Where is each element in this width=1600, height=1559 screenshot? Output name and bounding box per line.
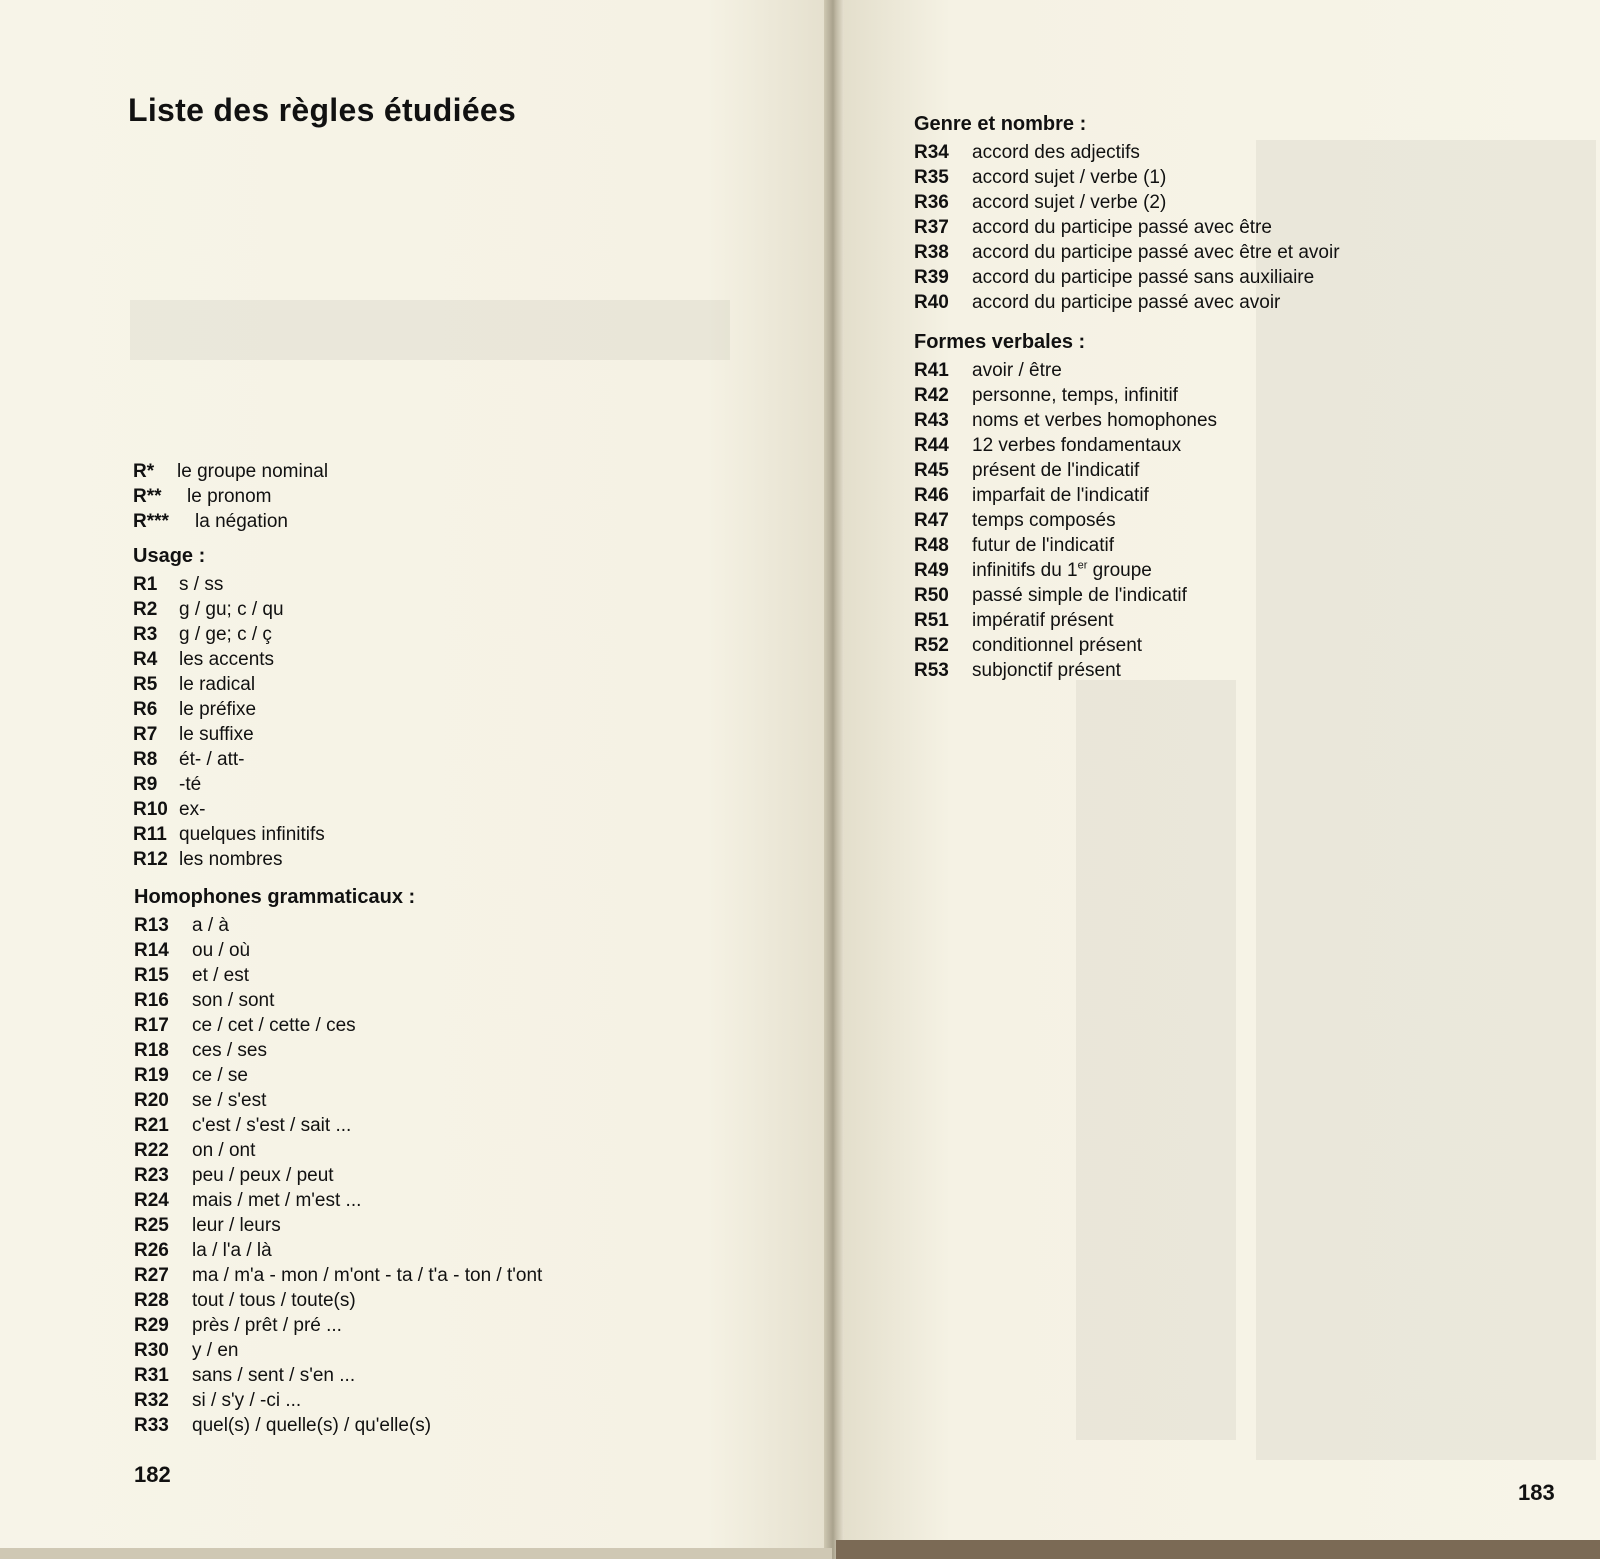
rule-label-text: g / ge; c / ç xyxy=(179,624,272,645)
genre-nombre-section xyxy=(914,104,1340,315)
rule-row xyxy=(914,165,1340,190)
rule-code: R3 xyxy=(133,624,158,645)
formes-verbales-heading: Formes verbales : xyxy=(914,331,1086,353)
rule-label-text: mais / met / m'est ... xyxy=(192,1190,362,1211)
rule-label-text: conditionnel présent xyxy=(972,635,1143,656)
rule-code: R31 xyxy=(134,1365,169,1386)
rule-code: R36 xyxy=(914,192,949,213)
rule-code: R16 xyxy=(134,990,169,1011)
rule-label-text: ce / cet / cette / ces xyxy=(192,1015,356,1036)
rule-code: R50 xyxy=(914,585,949,606)
rule-label-text: et / est xyxy=(192,965,250,986)
rule-label xyxy=(192,1413,431,1438)
rule-label xyxy=(972,583,1187,608)
rule-code: R10 xyxy=(133,799,168,820)
rule-code: R12 xyxy=(133,849,168,870)
rule-label-suffix: groupe xyxy=(1087,560,1152,581)
rule-row xyxy=(133,797,325,822)
show-through-band xyxy=(1256,140,1596,1460)
rule-row xyxy=(134,1088,542,1113)
rule-label xyxy=(192,1263,542,1288)
rule-label xyxy=(972,140,1140,165)
rule-label xyxy=(179,622,272,647)
rule-row xyxy=(133,484,328,509)
rule-label xyxy=(972,533,1114,558)
rule-row xyxy=(133,459,328,484)
rule-row xyxy=(134,1238,542,1263)
rule-code: R42 xyxy=(914,385,949,406)
rule-label xyxy=(192,1313,342,1338)
rule-row xyxy=(133,672,325,697)
rule-code: R23 xyxy=(134,1165,169,1186)
rule-row xyxy=(134,913,542,938)
rule-label-text: le radical xyxy=(179,674,256,695)
rule-code: R*** xyxy=(133,511,169,532)
rule-row xyxy=(914,533,1217,558)
rule-label xyxy=(177,459,328,484)
rule-code: R43 xyxy=(914,410,949,431)
rule-code: R33 xyxy=(134,1415,169,1436)
rule-label xyxy=(192,1363,355,1388)
rule-label xyxy=(972,508,1116,533)
rule-label-text: les nombres xyxy=(179,849,283,870)
rule-code: R44 xyxy=(914,435,949,456)
rule-label-text: on / ont xyxy=(192,1140,256,1161)
rule-label-text: ce / se xyxy=(192,1065,248,1086)
formes-verbales-rules-list xyxy=(914,358,1217,683)
show-through-band xyxy=(1076,680,1236,1440)
rule-code: R46 xyxy=(914,485,949,506)
rule-row xyxy=(914,240,1340,265)
rule-label-text: accord du participe passé avec être xyxy=(972,217,1272,238)
rule-label-text: sans / sent / s'en ... xyxy=(192,1365,356,1386)
rule-code: R38 xyxy=(914,242,949,263)
rule-label-text: accord sujet / verbe (1) xyxy=(972,167,1167,188)
rule-label xyxy=(972,608,1114,633)
rule-label-text: la / l'a / là xyxy=(192,1240,272,1261)
rule-label xyxy=(972,165,1166,190)
rule-label-text: accord des adjectifs xyxy=(972,142,1140,163)
rule-label-text: accord du participe passé avec être et avoir xyxy=(972,242,1340,263)
rule-code: R30 xyxy=(134,1340,169,1361)
rule-label-text: tout / tous / toute(s) xyxy=(192,1290,356,1311)
rule-row xyxy=(134,1388,542,1413)
rule-label xyxy=(179,822,325,847)
rule-label xyxy=(195,509,288,534)
rule-label-text: 12 verbes fondamentaux xyxy=(972,435,1182,456)
rule-row xyxy=(134,963,542,988)
rule-label-text: la négation xyxy=(195,511,288,532)
rule-label-text: peu / peux / peut xyxy=(192,1165,334,1186)
rule-label xyxy=(192,1213,281,1238)
rule-label xyxy=(179,747,244,772)
rule-code: R25 xyxy=(134,1215,169,1236)
rule-row xyxy=(134,1263,542,1288)
rule-code: R52 xyxy=(914,635,949,656)
rule-code: R24 xyxy=(134,1190,169,1211)
rule-label xyxy=(192,1288,356,1313)
rule-label-text: temps composés xyxy=(972,510,1116,531)
rule-row xyxy=(914,608,1217,633)
rule-row xyxy=(914,483,1217,508)
rule-row xyxy=(914,508,1217,533)
rule-code: R48 xyxy=(914,535,949,556)
rule-label xyxy=(972,408,1217,433)
rule-label-text: noms et verbes homophones xyxy=(972,410,1218,431)
rule-code: R37 xyxy=(914,217,949,238)
homophones-rules-list xyxy=(134,913,542,1438)
rule-label-text: leur / leurs xyxy=(192,1215,281,1236)
formes-verbales-section xyxy=(914,322,1217,683)
rule-label xyxy=(192,1238,272,1263)
rule-code: R47 xyxy=(914,510,949,531)
rule-label-text: g / gu; c / qu xyxy=(179,599,284,620)
rule-label xyxy=(972,358,1062,383)
rule-label-text: ét- / att- xyxy=(179,749,245,770)
rule-code: R8 xyxy=(133,749,158,770)
rule-code: R26 xyxy=(134,1240,169,1261)
rule-code: R32 xyxy=(134,1390,169,1411)
rule-row xyxy=(133,572,325,597)
rule-row xyxy=(134,1013,542,1038)
rule-row xyxy=(134,988,542,1013)
rule-label xyxy=(179,847,283,872)
rule-label-text: infinitifs du 1 xyxy=(972,560,1078,581)
rule-row xyxy=(133,647,325,672)
rule-row xyxy=(133,722,325,747)
rule-row xyxy=(133,597,325,622)
rule-label-text: passé simple de l'indicatif xyxy=(972,585,1187,606)
rule-label xyxy=(179,647,274,672)
rule-label xyxy=(179,672,255,697)
rule-label-text: accord du participe passé avec avoir xyxy=(972,292,1281,313)
rule-label xyxy=(972,633,1142,658)
rule-row xyxy=(914,658,1217,683)
rule-code: R13 xyxy=(134,915,169,936)
rule-label-text: quel(s) / quelle(s) / qu'elle(s) xyxy=(192,1415,432,1436)
rule-label-text: imparfait de l'indicatif xyxy=(972,485,1149,506)
rule-row xyxy=(134,1063,542,1088)
rule-row xyxy=(914,633,1217,658)
rule-label-text: présent de l'indicatif xyxy=(972,460,1140,481)
usage-rules-list xyxy=(133,572,325,872)
rule-code: R40 xyxy=(914,292,949,313)
genre-nombre-rules-list xyxy=(914,140,1340,315)
rule-row xyxy=(914,558,1217,583)
rule-row xyxy=(914,190,1340,215)
rule-row xyxy=(914,265,1340,290)
rule-row xyxy=(134,1413,542,1438)
rule-code: R49 xyxy=(914,560,949,581)
rule-label-text: c'est / s'est / sait ... xyxy=(192,1115,352,1136)
rule-label xyxy=(972,265,1314,290)
rule-code: R19 xyxy=(134,1065,169,1086)
page-number: 182 xyxy=(134,1462,171,1487)
rule-code: R7 xyxy=(133,724,158,745)
rule-label xyxy=(192,1338,238,1363)
rule-row xyxy=(914,583,1217,608)
rule-label xyxy=(192,1038,267,1063)
rule-code: R14 xyxy=(134,940,169,961)
rule-row xyxy=(914,383,1217,408)
rule-row xyxy=(133,747,325,772)
rule-row xyxy=(133,697,325,722)
usage-heading: Usage : xyxy=(133,545,206,567)
rule-label-text: le groupe nominal xyxy=(177,461,329,482)
rule-label-text: le préfixe xyxy=(179,699,257,720)
rule-row xyxy=(134,1338,542,1363)
rule-label xyxy=(192,913,229,938)
rule-code: R20 xyxy=(134,1090,169,1111)
show-through-band xyxy=(130,300,730,360)
page-edge xyxy=(0,1548,832,1559)
rule-label-text: le pronom xyxy=(187,486,272,507)
rule-label-text: -té xyxy=(179,774,202,795)
right-page xyxy=(836,0,1600,1559)
rule-label-text: ex- xyxy=(179,799,206,820)
rule-label-text: les accents xyxy=(179,649,275,670)
rule-code: R27 xyxy=(134,1265,169,1286)
rule-code: R18 xyxy=(134,1040,169,1061)
rule-row xyxy=(134,1038,542,1063)
rule-code: R35 xyxy=(914,167,949,188)
rule-code: R39 xyxy=(914,267,949,288)
rule-row xyxy=(914,215,1340,240)
rule-label xyxy=(192,988,274,1013)
rule-code: R1 xyxy=(133,574,158,595)
rule-label-text: subjonctif présent xyxy=(972,660,1121,681)
rule-label-text: si / s'y / -ci ... xyxy=(192,1390,302,1411)
rule-label-text: impératif présent xyxy=(972,610,1114,631)
rule-label xyxy=(192,1388,301,1413)
rule-code: R11 xyxy=(133,824,167,845)
rule-code: R51 xyxy=(914,610,949,631)
rule-label xyxy=(179,597,284,622)
rule-label xyxy=(179,697,256,722)
rule-row xyxy=(134,1313,542,1338)
rule-row xyxy=(134,1363,542,1388)
rule-row xyxy=(914,290,1340,315)
rule-code: R6 xyxy=(133,699,158,720)
rule-row xyxy=(134,1288,542,1313)
rule-code: R** xyxy=(133,486,162,507)
rule-row xyxy=(133,847,325,872)
rule-code: R5 xyxy=(133,674,158,695)
rule-code: R4 xyxy=(133,649,158,670)
rule-code: R34 xyxy=(914,142,949,163)
rule-row xyxy=(134,1213,542,1238)
rule-label xyxy=(192,1088,266,1113)
rule-label xyxy=(972,190,1166,215)
rule-label-text: s / ss xyxy=(179,574,224,595)
rule-label xyxy=(179,772,201,797)
rule-label-text: accord sujet / verbe (2) xyxy=(972,192,1167,213)
rule-code: R9 xyxy=(133,774,158,795)
homophones-section xyxy=(134,877,542,1438)
rule-label xyxy=(192,1013,356,1038)
rule-label xyxy=(192,1063,248,1088)
rule-label-text: près / prêt / pré ... xyxy=(192,1315,342,1336)
rule-row xyxy=(134,1113,542,1138)
rule-label xyxy=(192,1163,334,1188)
rule-code: R* xyxy=(133,461,155,482)
rule-label xyxy=(972,558,1152,583)
rule-label-text: accord du participe passé sans auxiliaire xyxy=(972,267,1315,288)
rule-label xyxy=(192,963,249,988)
rule-code: R41 xyxy=(914,360,949,381)
rule-label-text: se / s'est xyxy=(192,1090,267,1111)
rule-code: R22 xyxy=(134,1140,169,1161)
rule-code: R45 xyxy=(914,460,949,481)
rule-label xyxy=(192,1188,361,1213)
rule-code: R17 xyxy=(134,1015,169,1036)
rule-row xyxy=(914,458,1217,483)
rule-label-text: le suffixe xyxy=(179,724,254,745)
rule-label-text: ma / m'a - mon / m'ont - ta / t'a - ton / t'ont xyxy=(192,1265,543,1286)
rule-row xyxy=(914,358,1217,383)
rule-label-text: ou / où xyxy=(192,940,251,961)
rule-row xyxy=(914,433,1217,458)
rule-row xyxy=(134,1163,542,1188)
rule-label xyxy=(972,458,1139,483)
intro-rules-list xyxy=(133,459,328,534)
homophones-heading: Homophones grammaticaux : xyxy=(134,886,416,908)
rule-label xyxy=(187,484,272,509)
rule-label-superscript: er xyxy=(1077,559,1088,572)
rule-label-text: son / sont xyxy=(192,990,275,1011)
rule-row xyxy=(133,772,325,797)
rule-row xyxy=(914,140,1340,165)
rule-row xyxy=(133,622,325,647)
book-gutter xyxy=(824,0,844,1559)
rule-label xyxy=(972,483,1149,508)
page-title: Liste des règles étudiées xyxy=(128,92,517,128)
rule-label-text: ces / ses xyxy=(192,1040,267,1061)
rule-label xyxy=(179,572,223,597)
rule-label xyxy=(972,658,1121,683)
rule-label-text: personne, temps, infinitif xyxy=(972,385,1178,406)
rule-label xyxy=(179,797,205,822)
rule-label xyxy=(972,215,1272,240)
rule-code: R53 xyxy=(914,660,949,681)
rule-label xyxy=(972,383,1178,408)
rule-code: R29 xyxy=(134,1315,169,1336)
usage-section xyxy=(133,536,325,872)
rule-code: R15 xyxy=(134,965,169,986)
rule-label-text: quelques infinitifs xyxy=(179,824,325,845)
rule-label xyxy=(192,1113,351,1138)
rule-label xyxy=(972,290,1280,315)
rule-label xyxy=(972,433,1181,458)
rule-row xyxy=(134,1188,542,1213)
genre-nombre-heading: Genre et nombre : xyxy=(914,113,1087,135)
rule-label-text: y / en xyxy=(192,1340,239,1361)
rule-row xyxy=(133,822,325,847)
rule-label xyxy=(179,722,254,747)
rule-label-text: avoir / être xyxy=(972,360,1062,381)
rule-label xyxy=(972,240,1340,265)
rule-row xyxy=(133,509,328,534)
page-number: 183 xyxy=(1518,1480,1555,1505)
rule-label-text: a / à xyxy=(192,915,229,936)
rule-row xyxy=(914,408,1217,433)
page-edge-shadow xyxy=(836,1540,1600,1559)
rule-row xyxy=(134,1138,542,1163)
rule-label xyxy=(192,1138,255,1163)
rule-code: R21 xyxy=(134,1115,169,1136)
rule-row xyxy=(134,938,542,963)
rule-label-text: futur de l'indicatif xyxy=(972,535,1114,556)
rule-label xyxy=(192,938,250,963)
rule-code: R2 xyxy=(133,599,158,620)
rule-code: R28 xyxy=(134,1290,169,1311)
